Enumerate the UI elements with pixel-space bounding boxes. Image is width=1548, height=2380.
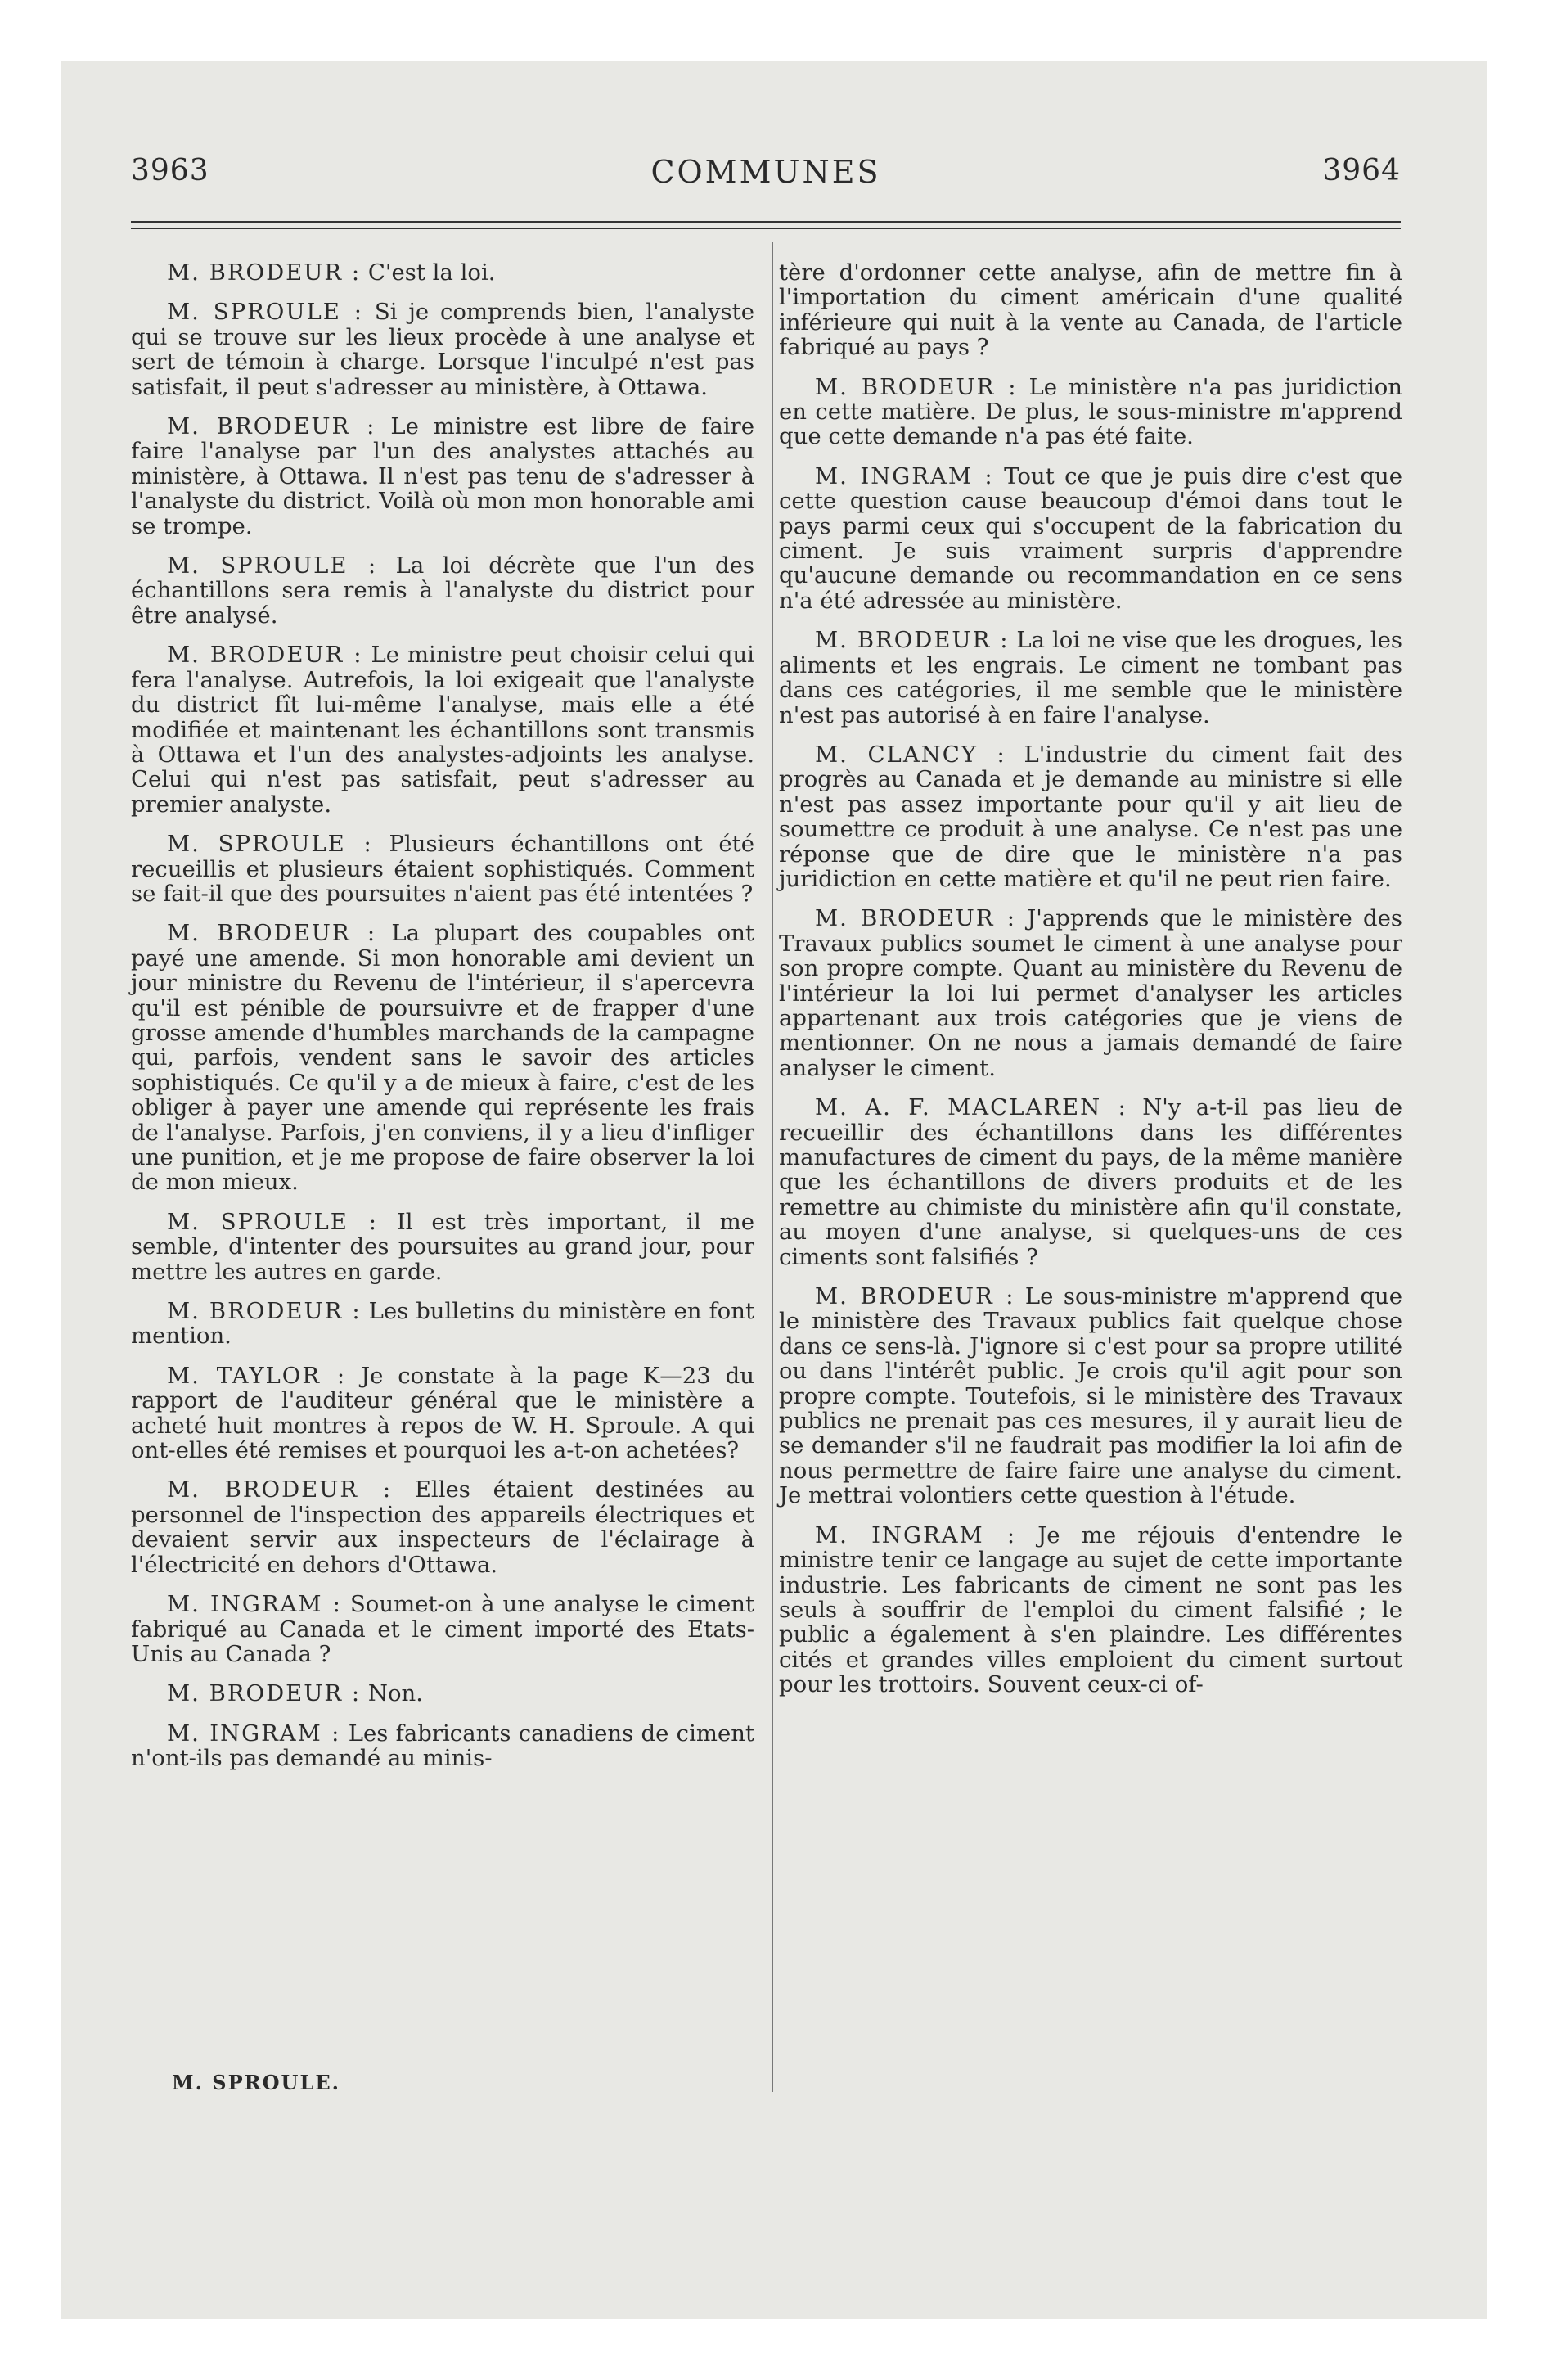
speech-text: tère d'ordonner cette analyse, afin de mettre fin à l'importation du ciment américain d'une qualité inférieure qui nuit à la vente au Canada, de l'article fabriqué au pays ? [779,259,1402,361]
next-speaker-cue: M. SPROULE. [172,2071,340,2094]
speech-text: Je constate à la page K—23 du rapport de l'auditeur général que le ministère a acheté huit montres à repos de W. H. Sproule. A qui ont-elles été remises et pourquoi les a-t-on achetées? [131,1362,754,1464]
page-header [131,154,1401,203]
speaker-name: M. SPROULE : [167,831,373,858]
speaker-name: M. INGRAM : [167,1720,341,1747]
paragraph [131,414,754,539]
speaker-name: M. A. F. MACLAREN : [815,1094,1127,1121]
paragraph-continued [779,260,1402,360]
paragraph [779,628,1402,728]
speaker-name: M. BRODEUR : [167,920,377,947]
paragraph [131,832,754,906]
speech-text: Tout ce que je puis dire c'est que cette question cause beaucoup d'émoi dans tout le pays parmi ceux qui s'occupent de la fabrication du ciment. Je suis vraiment surpris d'apprendre qu'aucune demande ou recommandation en ce sens n'a été adressée au ministère. [779,462,1402,614]
paragraph [131,1477,754,1577]
paragraph [779,464,1402,613]
speech-text: Les bulletins du ministère en font mention. [131,1298,754,1350]
paragraph [131,300,754,399]
speaker-name: M. TAYLOR : [167,1362,347,1389]
speaker-name: M. SPROULE : [167,299,363,326]
paragraph [131,642,754,817]
speaker-name: M. SPROULE : [167,1208,379,1235]
paragraph [131,1681,754,1706]
right-page-number: 3964 [1322,154,1401,187]
paragraph [779,375,1402,449]
speech-text: La plupart des coupables ont payé une amende. Si mon honorable ami devient un jour ministre du Revenu de l'intérieur, il s'apercevra qu'il est pénible de poursuivre et de frapper d'une grosse amende d'humbles marchands de la campagne qui, parfois, vendent sans le savoir des articles sophistiqués. Ce qu'il y a de mieux à faire, c'est de les obliger à payer une amende qui représente les frais de l'analyse. Parfois, j'en conviens, il y a lieu d'infliger une punition, et je me propose de faire observer la loi de mon mieux. [131,920,754,1196]
speech-text: Elles étaient destinées au personnel de l'inspection des appareils électriques et devaient servir aux inspecteurs de l'éclairage à l'électricité en dehors d'Ottawa. [131,1476,754,1578]
speech-text: Plusieurs échantillons ont été recueillis et plusieurs étaient sophistiqués. Comment se fait-il que des poursuites n'aient pas été intentées ? [131,831,754,907]
speech-text: N'y a-t-il pas lieu de recueillir des échantillons dans les différentes manufactures de ciment du pays, de la même manière que les échantillons de divers produits et de les remettre au chimiste du ministère afin qu'il constate, au moyen d'une analyse, si quelques-uns de ces ciments sont falsifiés ? [779,1094,1403,1270]
speech-text: La loi décrète que l'un des échantillons sera remis à l'analyste du district pour être analysé. [131,552,754,629]
speaker-name: M. BRODEUR : [167,259,362,286]
speech-text: Le ministre est libre de faire faire l'analyse par l'un des analystes attachés au ministère, à Ottawa. Il n'est pas tenu de s'adresser à l'analyste du district. Voilà où mon mon honorable ami se trompe. [131,413,754,539]
paragraph [779,742,1402,891]
paragraph [779,1095,1402,1269]
speaker-name: M. INGRAM : [815,1521,1017,1548]
paragraph [779,1523,1402,1697]
speech-text: Soumet-on à une analyse le ciment fabriqué au Canada et le ciment importé des Etats-Unis au Canada ? [131,1591,755,1667]
speech-text: Si je comprends bien, l'analyste qui se trouve sur les lieux procède à une analyse et sert de témoin à charge. Lorsque l'inculpé n'est pas satisfait, il peut s'adresser au ministère, à Ottawa. [131,299,754,400]
speaker-name: M. INGRAM : [815,462,994,489]
paragraph [131,1721,754,1771]
speech-text: La loi ne vise que les drogues, les aliments et les engrais. Le ciment ne tombant pas dans ces catégories, il me semble que le ministère n'est pas autorisé à en faire l'analyse. [779,627,1402,728]
column-divider [772,242,773,2092]
paragraph [779,1284,1402,1508]
speech-text: Non. [367,1680,423,1707]
paragraph [131,1299,754,1349]
paragraph [131,553,754,628]
speech-text: Le ministre peut choisir celui qui fera l'analyse. Autrefois, la loi exigeait que l'analyste du district fît lui-même l'analyse, mais elle a été modifiée et maintenant les échantillons sont transmis à Ottawa et l'un des analystes-adjoints les analyse. Celui qui n'est pas satisfait, peut s'adresser au premier analyste. [131,642,754,818]
speaker-name: M. CLANCY : [815,741,1006,768]
right-column [779,260,1402,1712]
paragraph [131,1592,754,1666]
speaker-name: M. BRODEUR : [167,1680,362,1707]
speech-text: Le ministère n'a pas juridiction en cette matière. De plus, le sous-ministre m'apprend que cette demande n'a pas été faite. [779,373,1402,450]
paragraph [131,1210,754,1284]
speech-text: L'industrie du ciment fait des progrès au Canada et je demande au ministre si elle n'est pas assez importante pour qu'il y ait lieu de soumettre ce produit à une analyse. Ce n'est pas une réponse que de dire que le ministère n'a pas juridiction en cette matière et qu'il ne peut rien faire. [779,741,1402,892]
paragraph [131,1364,754,1463]
paragraph [779,906,1402,1080]
speech-text: J'apprends que le ministère des Travaux publics soumet le ciment à une analyse pour son propre compte. Quant au ministère du Revenu de l'intérieur la loi lui permet d'analyser les articles appartenant aux trois catégories que je viens de mentionner. On ne nous a jamais demandé de faire analyser le ciment. [779,905,1403,1081]
speech-text: Le sous-ministre m'apprend que le ministère des Travaux publics fait quelque chose dans ce sens-là. J'ignore si c'est pour sa propre utilité ou dans l'intérêt public. Je crois qu'il agit pour son propre compte. Toutefois, si le ministère des Travaux publics ne prenait pas ces mesures, il y aurait lieu de se demander s'il ne faudrait pas modifier la loi afin de nous permettre de faire faire une analyse du ciment. Je mettrai volontiers cette question à l'étude. [779,1283,1402,1509]
speech-text: C'est la loi. [367,259,496,286]
speech-text: Les fabricants canadiens de ciment n'ont-ils pas demandé au minis- [131,1720,754,1772]
paragraph [131,260,754,285]
speaker-name: M. BRODEUR : [167,642,363,669]
left-column [131,260,754,1786]
speech-text: Il est très important, il me semble, d'intenter des poursuites au grand jour, pour mettre les autres en garde. [131,1208,754,1285]
running-title: COMMUNES [650,154,881,190]
paragraph [131,921,754,1194]
speaker-name: M. BRODEUR : [815,1283,1015,1310]
speaker-name: M. INGRAM : [167,1591,342,1618]
speaker-name: M. BRODEUR : [815,627,1010,654]
speaker-name: M. BRODEUR : [167,413,376,440]
speech-text: Je me réjouis d'entendre le ministre tenir ce langage au sujet de cette importante industrie. Les fabricants de ciment ne sont pas les seuls à souffrir de l'emploi du ciment falsifié ; le public a également à s'en plaindre. Les différentes cités et grandes villes emploient du ciment surtout pour les trottoirs. Souvent ceux-ci of- [779,1521,1402,1698]
speaker-name: M. BRODEUR : [167,1476,393,1503]
header-rule [131,221,1401,223]
speaker-name: M. BRODEUR : [815,373,1018,400]
left-page-number: 3963 [131,154,209,187]
speaker-name: M. SPROULE : [167,552,378,579]
header-rule-double [131,228,1401,229]
speaker-name: M. BRODEUR : [815,905,1017,932]
speaker-name: M. BRODEUR : [167,1298,362,1325]
